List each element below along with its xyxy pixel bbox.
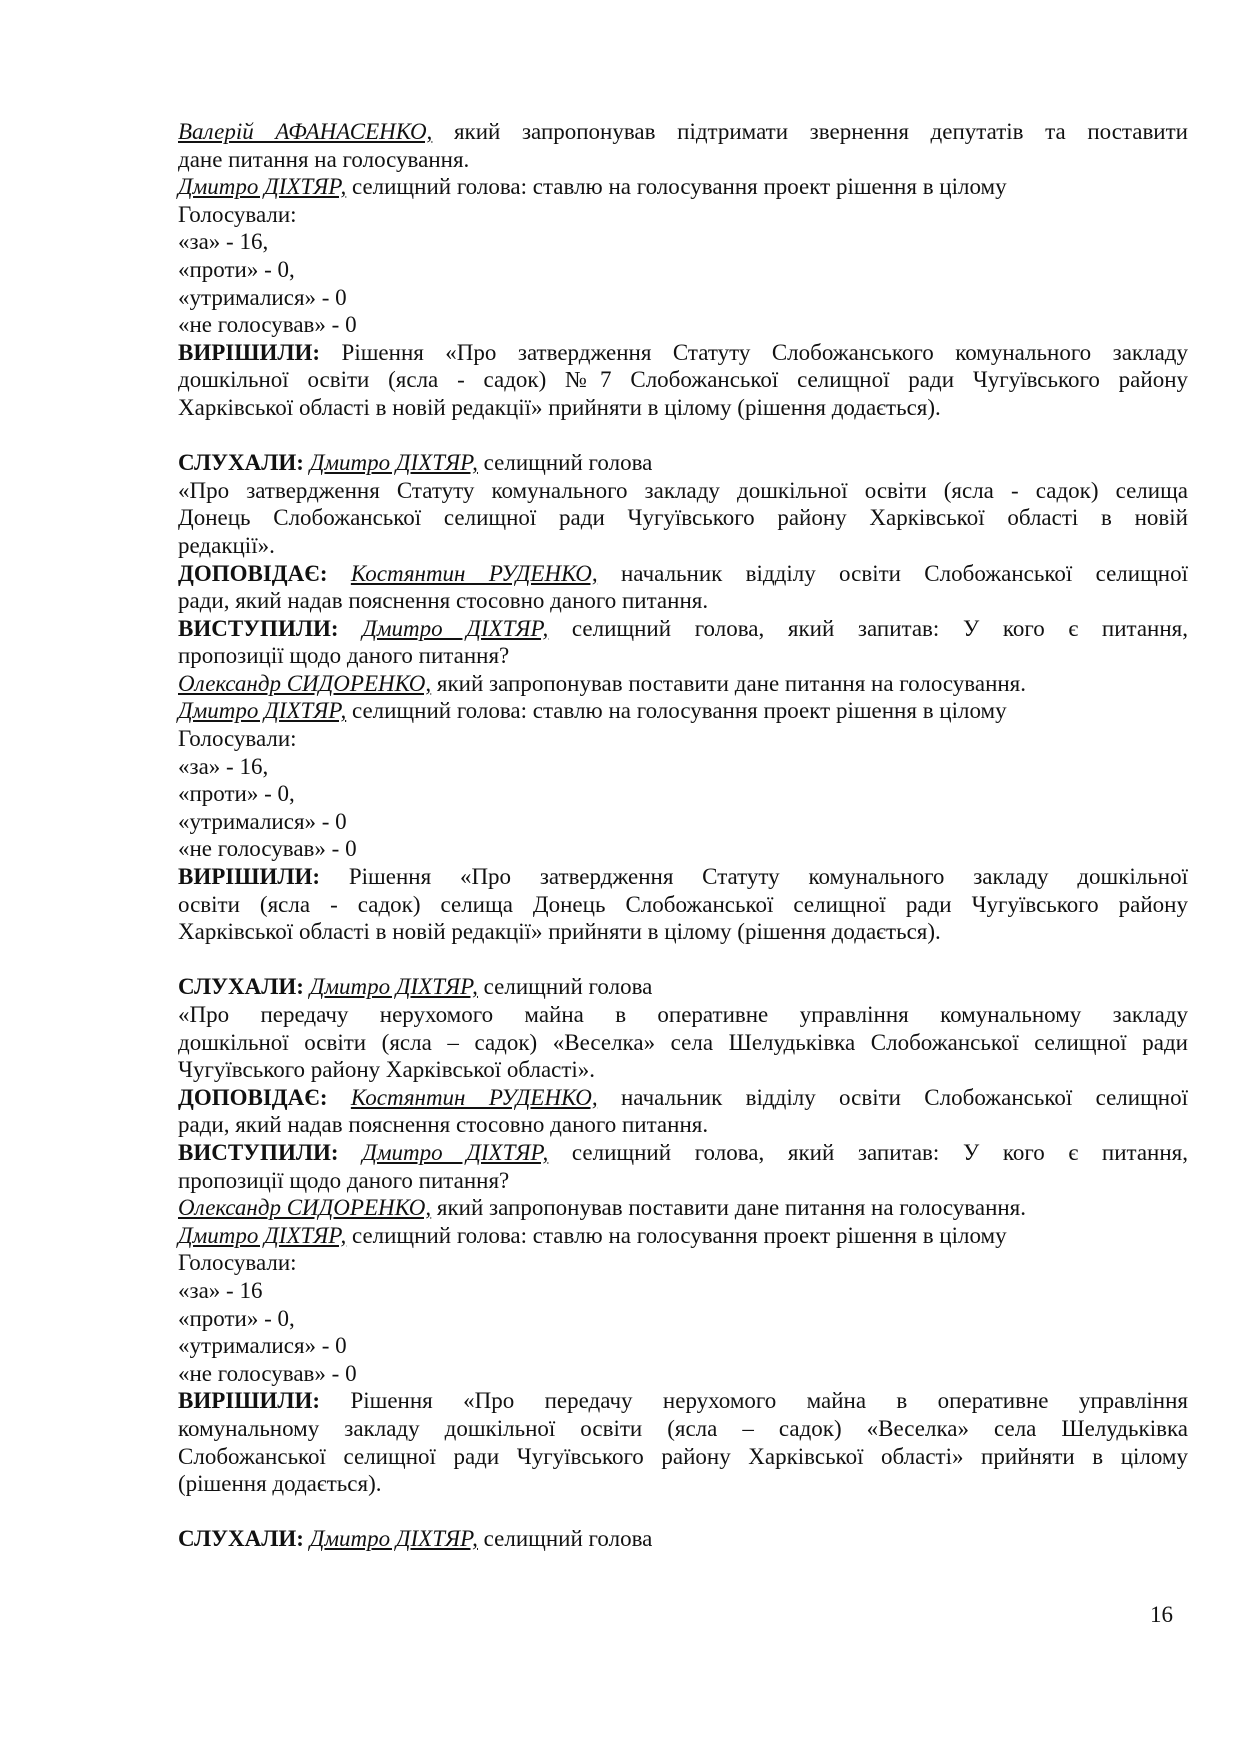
- reporter-line: [178, 560, 1188, 588]
- speaker-name: Дмитро ДІХТЯР,: [362, 615, 549, 641]
- resolution-text: Рішення «Про затвердження Статуту Слобожанського комунального закладу: [320, 339, 1188, 365]
- speaker-text: начальник відділу освіти Слобожанської селищної: [597, 560, 1188, 586]
- speaker-text: який запропонував поставити дане питання на голосування.: [431, 670, 1027, 696]
- resolution-line: [178, 339, 1188, 367]
- speaker-text: селищний голова, який запитав: У кого є питання,: [548, 1139, 1188, 1165]
- spoke-line: [178, 615, 1188, 643]
- resolution-label: ВИРІШИЛИ:: [178, 339, 321, 365]
- reporter-label: ДОПОВІДАЄ:: [178, 560, 328, 586]
- speaker-name: Костянтин РУДЕНКО,: [350, 1084, 598, 1110]
- speaker-name: Дмитро ДІХТЯР,: [309, 1526, 478, 1552]
- topic-line: Донець Слобожанської селищної ради Чугуївського району Харківської області в новій: [178, 505, 1188, 531]
- reporter-line: ради, який надав пояснення стосовно даного питання.: [178, 1112, 709, 1138]
- vote-for: «за» - 16: [178, 1277, 263, 1303]
- vote-title: Голосували:: [178, 1250, 297, 1276]
- heard-line: [178, 973, 1188, 1001]
- proposal-line: [178, 670, 1188, 698]
- topic-line: дошкільної освіти (ясла – садок) «Веселка» села Шелудьківка Слобожанської селищної ради: [178, 1029, 1188, 1055]
- vote-against: «проти» - 0,: [178, 1305, 295, 1331]
- spoke-line: [178, 1139, 1188, 1167]
- speaker-text: який запропонував підтримати звернення депутатів та поставити: [432, 119, 1188, 144]
- resolution-line: [178, 863, 1188, 891]
- speaker-name: Дмитро ДІХТЯР,: [178, 1222, 347, 1248]
- heard-label: СЛУХАЛИ:: [178, 974, 304, 1000]
- spoke-line: пропозиції щодо даного питання?: [178, 643, 510, 669]
- resolution-line: комунальному закладу дошкільної освіти (ясла – садок) «Веселка» села Шелудьківка: [178, 1415, 1188, 1441]
- topic-line: редакції».: [178, 532, 275, 558]
- resolution-line: Харківської області в новій редакції» прийняти в цілому (рішення додається).: [178, 394, 941, 420]
- vote-abstain: «утрималися» - 0: [178, 1333, 347, 1359]
- vote-title: Голосували:: [178, 201, 297, 227]
- speaker-role: селищний голова: [477, 974, 653, 1000]
- speaker-name: Дмитро ДІХТЯР,: [178, 174, 347, 200]
- speaker-text: селищний голова: ставлю на голосування проект рішення в цілому: [346, 698, 1007, 724]
- resolution-line: Харківської області в новій редакції» прийняти в цілому (рішення додається).: [178, 919, 941, 945]
- resolution-text: Рішення «Про передачу нерухомого майна в оперативне управління: [320, 1388, 1188, 1414]
- topic-line: Чугуївського району Харківської області».: [178, 1057, 596, 1083]
- speaker-name: Костянтин РУДЕНКО,: [350, 560, 598, 586]
- speaker-name: Дмитро ДІХТЯР,: [362, 1139, 549, 1165]
- resolution-line: дошкільної освіти (ясла - садок) №7 Слобожанської селищної ради Чугуївського району: [178, 367, 1188, 393]
- speaker-name: Дмитро ДІХТЯР,: [309, 974, 478, 1000]
- resolution-label: ВИРІШИЛИ:: [178, 1388, 321, 1414]
- resolution-line: (рішення додається).: [178, 1471, 382, 1497]
- resolution-line: освіти (ясла - садок) селища Донець Слобожанської селищної ради Чугуївського району: [178, 891, 1188, 917]
- speaker-name: Олександр СИДОРЕНКО,: [178, 1195, 432, 1221]
- speaker-text: начальник відділу освіти Слобожанської селищної: [597, 1084, 1188, 1110]
- speaker-role: селищний голова: [477, 450, 653, 476]
- speaker-line: [178, 173, 1188, 201]
- proposal-line: [178, 1194, 1188, 1222]
- heard-line: [178, 1525, 1188, 1553]
- vote-for: «за» - 16,: [178, 229, 269, 255]
- speaker-name: Олександр СИДОРЕНКО,: [178, 670, 432, 696]
- reporter-line: ради, який надав пояснення стосовно даного питання.: [178, 588, 709, 614]
- reporter-line: [178, 1084, 1188, 1112]
- speaker-name: Валерій АФАНАСЕНКО,: [178, 119, 433, 144]
- vote-novote: «не голосував» - 0: [178, 312, 357, 338]
- vote-for: «за» - 16,: [178, 753, 269, 779]
- vote-abstain: «утрималися» - 0: [178, 808, 347, 834]
- resolution-label: ВИРІШИЛИ:: [178, 864, 321, 890]
- speaker-text: який запропонував поставити дане питання на голосування.: [431, 1195, 1027, 1221]
- speaker-line: [178, 1222, 1188, 1250]
- vote-against: «проти» - 0,: [178, 781, 295, 807]
- speaker-role: селищний голова: [477, 1526, 653, 1552]
- reporter-label: ДОПОВІДАЄ:: [178, 1084, 328, 1110]
- spoke-line: пропозиції щодо даного питання?: [178, 1167, 510, 1193]
- heard-label: СЛУХАЛИ:: [178, 1526, 304, 1552]
- topic-line: «Про затвердження Статуту комунального закладу дошкільної освіти (ясла - садок) селища: [178, 477, 1188, 503]
- vote-novote: «не голосував» - 0: [178, 836, 357, 862]
- speaker-line: [178, 697, 1188, 725]
- page-number: 16: [1150, 1602, 1173, 1627]
- speaker-name: Дмитро ДІХТЯР,: [178, 698, 347, 724]
- document-page: [178, 118, 1188, 1553]
- speaker-line: [178, 118, 1188, 146]
- speaker-name: Дмитро ДІХТЯР,: [309, 450, 478, 476]
- heard-line: [178, 449, 1188, 477]
- heard-label: СЛУХАЛИ:: [178, 450, 304, 476]
- speaker-text: селищний голова: ставлю на голосування проект рішення в цілому: [346, 1222, 1007, 1248]
- text-line: дане питання на голосування.: [178, 146, 470, 172]
- resolution-line: [178, 1387, 1188, 1415]
- resolution-text: Рішення «Про затвердження Статуту комунального закладу дошкільної: [320, 864, 1188, 890]
- speaker-text: селищний голова, який запитав: У кого є питання,: [548, 615, 1188, 641]
- topic-line: «Про передачу нерухомого майна в оперативне управління комунальному закладу: [178, 1002, 1188, 1027]
- vote-title: Голосували:: [178, 726, 297, 752]
- vote-abstain: «утрималися» - 0: [178, 284, 347, 310]
- speaker-text: селищний голова: ставлю на голосування проект рішення в цілому: [346, 174, 1007, 200]
- spoke-label: ВИСТУПИЛИ:: [178, 1139, 339, 1165]
- spoke-label: ВИСТУПИЛИ:: [178, 615, 339, 641]
- resolution-line: Слобожанської селищної ради Чугуївського району Харківської області» прийняти в цілому: [178, 1443, 1188, 1469]
- vote-against: «проти» - 0,: [178, 256, 295, 282]
- vote-novote: «не голосував» - 0: [178, 1360, 357, 1386]
